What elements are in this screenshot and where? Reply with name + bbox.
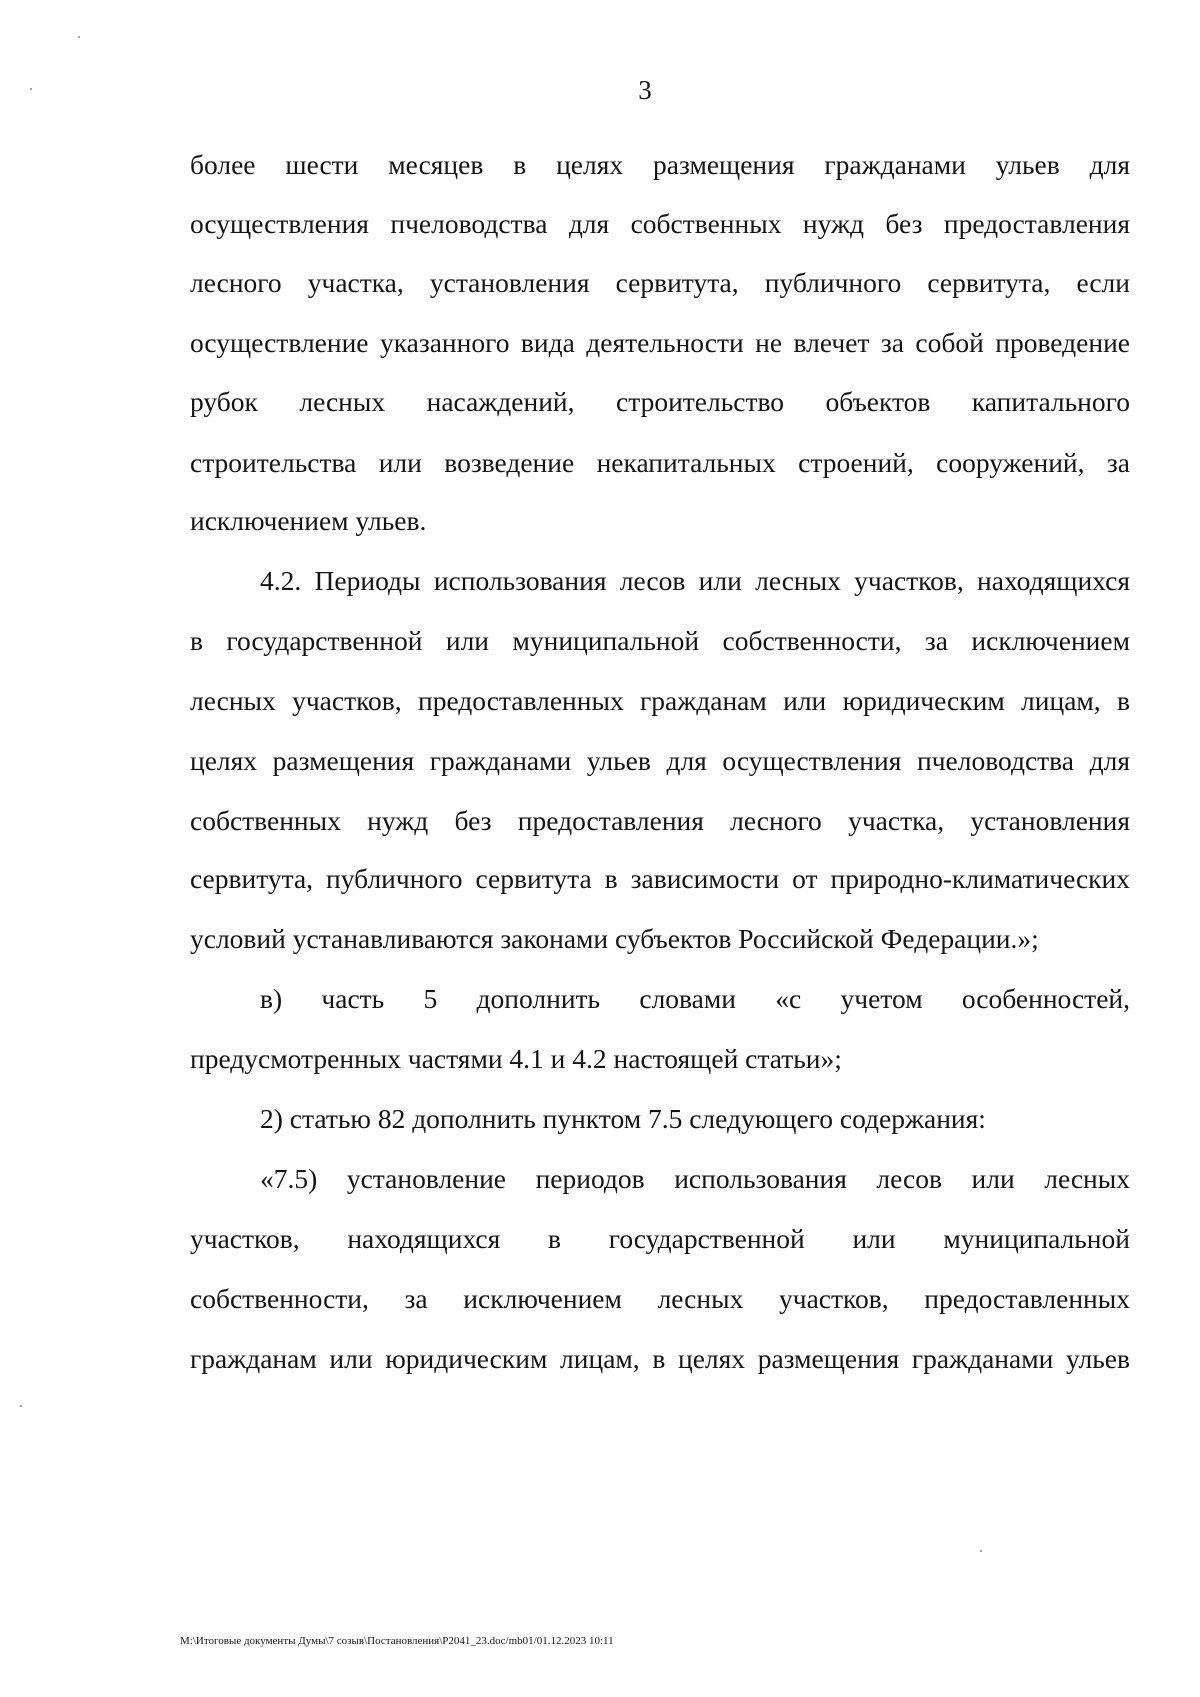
footer-path: M:\Итоговые документы Думы\7 созыв\Постановления\P2041_23.doc/mb01/01.12.2023 10:11 [180, 1635, 614, 1647]
text-line: строительства или возведение некапитальных строений, сооружений, за [190, 447, 1130, 478]
text-line: собственных нужд без предоставления лесного участка, установления [190, 805, 1130, 836]
text-line: целях размещения гражданами ульев для осуществления пчеловодства для [190, 745, 1130, 776]
text-line: лесного участка, установления сервитута, публичного сервитута, если [190, 267, 1130, 298]
scan-speck [78, 36, 80, 38]
scan-speck [980, 1550, 982, 1552]
text-line: в) часть 5 дополнить словами «с учетом особенностей, [260, 983, 1130, 1014]
text-line: исключением ульев. [190, 505, 427, 536]
page-number: 3 [638, 75, 652, 105]
text-line: рубок лесных насаждений, строительство объектов капитального [190, 386, 1130, 417]
text-line: лесных участков, предоставленных гражданам или юридическим лицам, в [190, 685, 1130, 716]
text-line: гражданам или юридическим лицам, в целях размещения гражданами ульев [190, 1343, 1130, 1374]
text-line: условий устанавливаются законами субъектов Российской Федерации.»; [190, 923, 1039, 954]
text-line: предусмотренных частями 4.1 и 4.2 настоящей статьи»; [190, 1043, 842, 1074]
scan-speck [30, 88, 32, 90]
text-line: участков, находящихся в государственной или муниципальной [190, 1223, 1130, 1254]
text-line: собственности, за исключением лесных участков, предоставленных [190, 1283, 1130, 1314]
text-line: осуществления пчеловодства для собственных нужд без предоставления [190, 208, 1130, 239]
text-line: более шести месяцев в целях размещения гражданами ульев для [190, 149, 1130, 180]
text-line: осуществление указанного вида деятельности не влечет за собой проведение [190, 327, 1130, 358]
scan-speck [20, 1405, 22, 1407]
text-line: в государственной или муниципальной собственности, за исключением [190, 625, 1130, 656]
text-line: 2) статью 82 дополнить пунктом 7.5 следующего содержания: [260, 1103, 986, 1134]
text-line: «7.5) установление периодов использования лесов или лесных [260, 1163, 1130, 1194]
text-line: сервитута, публичного сервитута в зависимости от природно-климатических [190, 863, 1130, 894]
text-line: 4.2. Периоды использования лесов или лесных участков, находящихся [260, 565, 1130, 596]
